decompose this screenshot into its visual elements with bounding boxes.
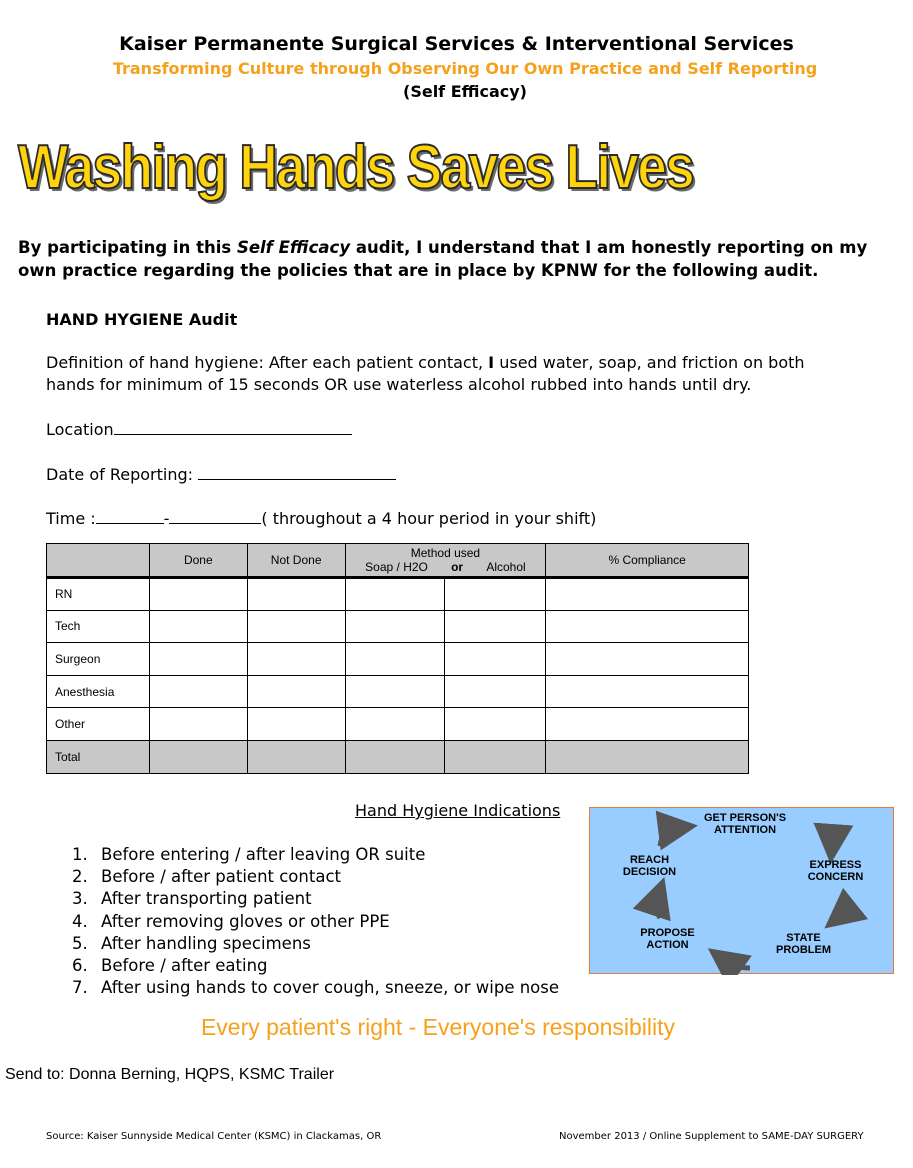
indications-title: Hand Hygiene Indications [355,801,561,820]
time-field [46,508,596,528]
list-item: 7. After using hands to cover cough, sneeze, or wipe nose [72,978,560,998]
intro-statement [18,236,908,282]
table-row [47,708,749,741]
cell-not-done[interactable] [247,740,345,773]
time-dash: - [163,509,170,528]
row-label: Surgeon [47,643,150,676]
cell-compliance[interactable] [546,643,749,676]
method-or: or [451,560,464,574]
cell-alcohol[interactable] [445,740,546,773]
list-item-text: After handling specimens [101,933,311,953]
list-item: 5. After handling specimens [72,933,311,953]
arrow-action-to-decision [656,896,660,918]
list-item: 6. Before / after eating [72,956,268,976]
location-blank[interactable] [114,419,352,435]
cell-soap[interactable] [345,675,445,708]
date-blank[interactable] [198,464,396,480]
cell-not-done[interactable] [247,708,345,741]
list-item-text: Before / after patient contact [101,867,341,887]
list-item-text: After using hands to cover cough, sneeze, or wipe nose [101,978,560,998]
cell-alcohol[interactable] [445,675,546,708]
list-item: 4. After removing gloves or other PPE [72,911,390,931]
communication-cycle-diagram [589,807,894,974]
cell-done[interactable] [149,675,247,708]
list-item: 1. Before entering / after leaving OR suite [72,845,426,864]
cell-soap[interactable] [345,578,445,611]
method-options [346,560,546,574]
motto: Every patient's right - Everyone's responsibility [200,1014,676,1040]
definition-part2: used water, soap, and friction on both hands for minimum of 15 seconds OR use waterless alcohol rubbed into hands until dry. [46,353,805,394]
organization-heading: Kaiser Permanente Surgical Services & Interventional Services [119,33,794,55]
table-total-row [47,740,749,773]
intro-italic: Self Efficacy [236,238,351,257]
cell-not-done[interactable] [247,578,345,611]
method-used-label: Method used [410,546,481,560]
definition-part1: Definition of hand hygiene: After each patient contact, [46,353,489,372]
cell-done[interactable] [149,643,247,676]
cycle-attention: GET PERSON'S ATTENTION [703,812,787,836]
cycle-problem: STATE PROBLEM [776,932,831,956]
total-label: Total [47,740,150,773]
list-item: 2. Before / after patient contact [72,867,341,887]
cell-compliance[interactable] [546,578,749,611]
cell-compliance[interactable] [546,610,749,643]
table-row [47,578,749,611]
cell-not-done[interactable] [247,643,345,676]
list-item: 3. After transporting patient [72,889,312,909]
cell-alcohol[interactable] [445,610,546,643]
table-header-row [47,544,749,578]
location-field [46,419,352,439]
audit-table [46,543,749,774]
time-label: Time : [46,509,96,528]
indications-list [72,844,559,999]
header-compliance: % Compliance [546,544,749,578]
cell-compliance[interactable] [546,708,749,741]
cell-done[interactable] [149,578,247,611]
row-label: RN [47,578,150,611]
self-efficacy-label: (Self Efficacy) [403,82,527,101]
table-row [47,610,749,643]
header-done: Done [149,544,247,578]
cell-done[interactable] [149,740,247,773]
definition-bold: I [488,353,495,372]
time-note: ( throughout a 4 hour period in your shift) [261,509,597,528]
cell-soap[interactable] [345,708,445,741]
publication-note: November 2013 / Online Supplement to SAME-DAY SURGERY [559,1131,864,1142]
cell-compliance[interactable] [546,740,749,773]
date-label: Date of Reporting: [46,465,199,484]
list-item-text: Before entering / after leaving OR suite [101,845,426,864]
cell-compliance[interactable] [546,675,749,708]
arrow-concern-to-problem [840,894,847,916]
cell-alcohol[interactable] [445,578,546,611]
list-item-text: After transporting patient [101,889,312,909]
page-title: Washing Hands Saves Lives [18,133,694,202]
cell-done[interactable] [149,610,247,643]
intro-part1: By participating in this [18,238,237,257]
table-row [47,675,749,708]
cell-done[interactable] [149,708,247,741]
intro-part2: audit, I understand that I am honestly reporting on my own practice regarding the policies that are in place by KPNW for the following audit. [18,238,868,280]
list-item-text: After removing gloves or other PPE [101,911,390,931]
cycle-decision: REACH DECISION [622,854,677,878]
method-alcohol: Alcohol [486,560,526,574]
cell-soap[interactable] [345,740,445,773]
cycle-action: PROPOSE ACTION [640,927,695,951]
audit-title: HAND HYGIENE Audit [46,310,238,329]
arrow-attention-to-concern [818,826,832,844]
row-label: Other [47,708,150,741]
subtitle: Transforming Culture through Observing Our Own Practice and Self Reporting [112,59,818,78]
date-field [46,464,396,484]
time-end-blank[interactable] [169,508,261,524]
row-label: Anesthesia [47,675,150,708]
row-label: Tech [47,610,150,643]
header-method-used [345,544,546,578]
cell-soap[interactable] [345,610,445,643]
cell-not-done[interactable] [247,610,345,643]
cell-not-done[interactable] [247,675,345,708]
cycle-concern: EXPRESS CONCERN [807,859,864,883]
cell-alcohol[interactable] [445,708,546,741]
arrow-problem-to-action [724,960,750,968]
header-not-done: Not Done [247,544,345,578]
cell-alcohol[interactable] [445,643,546,676]
source-note: Source: Kaiser Sunnyside Medical Center (KSMC) in Clackamas, OR [46,1131,382,1142]
list-item-text: Before / after eating [101,956,268,976]
cell-soap[interactable] [345,643,445,676]
arrow-decision-to-attention [660,828,678,846]
location-label: Location [46,420,114,439]
table-row [47,643,749,676]
method-soap: Soap / H2O [365,560,428,574]
send-to: Send to: Donna Berning, HQPS, KSMC Trailer [5,1066,335,1083]
time-start-blank[interactable] [96,508,164,524]
hand-hygiene-definition [46,352,846,396]
header-role [47,544,150,578]
